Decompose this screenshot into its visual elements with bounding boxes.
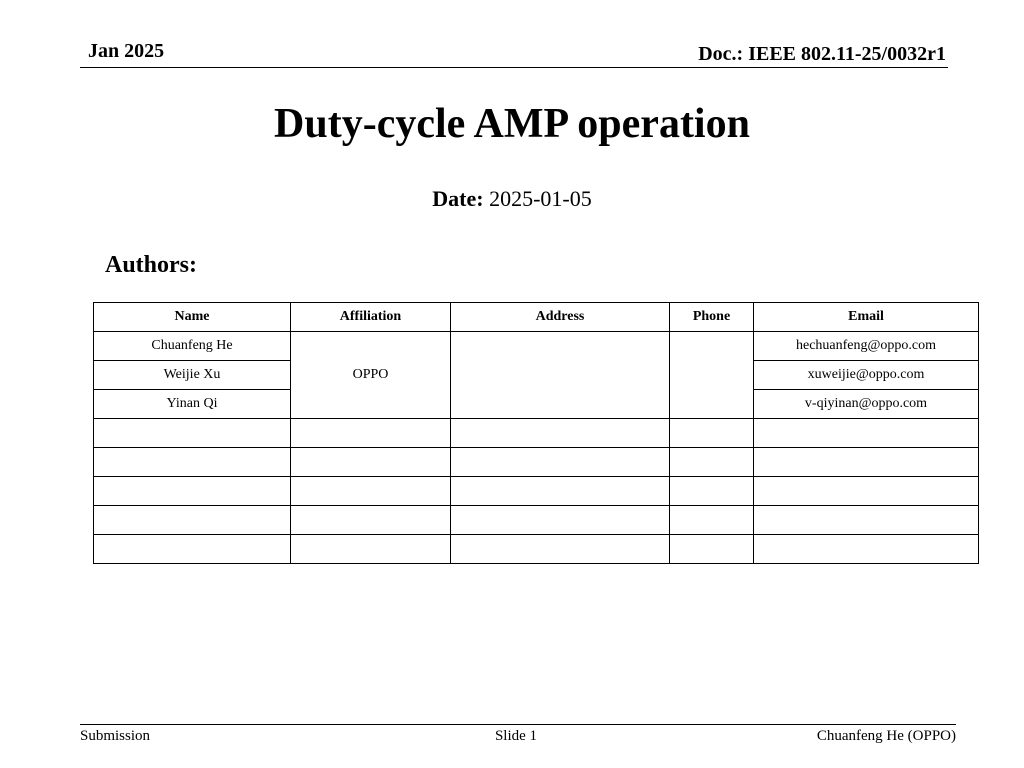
author-email: v-qiyinan@oppo.com [754,390,979,419]
empty-cell [451,477,670,506]
authors-table [93,302,979,564]
empty-cell [670,448,754,477]
empty-cell [291,448,451,477]
author-affiliation: OPPO [291,332,451,419]
author-email: xuweijie@oppo.com [754,361,979,390]
empty-cell [670,506,754,535]
date-value: 2025-01-05 [489,186,592,211]
empty-cell [94,477,291,506]
empty-table-row [94,535,979,564]
empty-table-row [94,419,979,448]
author-phone [670,332,754,419]
empty-cell [754,506,979,535]
column-header-phone: Phone [670,303,754,332]
date-label: Date: [432,186,484,211]
column-header-email: Email [754,303,979,332]
empty-cell [291,535,451,564]
empty-cell [754,535,979,564]
table-row [94,332,979,361]
footer-submission: Submission [80,728,151,744]
column-header-affiliation: Affiliation [291,303,451,332]
header-doc-number: Doc.: IEEE 802.11-25/0032r1 [698,43,946,65]
empty-cell [291,419,451,448]
column-header-address: Address [451,303,670,332]
slide-title: Duty-cycle AMP operation [274,101,750,147]
author-name: Chuanfeng He [94,332,291,361]
empty-cell [94,419,291,448]
author-email: hechuanfeng@oppo.com [754,332,979,361]
empty-cell [670,419,754,448]
empty-cell [754,419,979,448]
empty-table-row [94,477,979,506]
footer-divider [80,724,956,725]
column-header-name: Name [94,303,291,332]
author-name: Yinan Qi [94,390,291,419]
author-address [451,332,670,419]
empty-cell [670,477,754,506]
author-name: Weijie Xu [94,361,291,390]
footer-slide-number: Slide 1 [494,728,538,744]
date-line [0,186,1024,212]
authors-heading: Authors: [105,252,198,278]
empty-table-row [94,448,979,477]
footer-author: Chuanfeng He (OPPO) [816,728,956,744]
empty-cell [94,506,291,535]
header-divider [80,67,948,68]
empty-cell [291,506,451,535]
table-header-row [94,303,979,332]
empty-cell [754,448,979,477]
empty-cell [451,448,670,477]
empty-cell [291,477,451,506]
empty-table-row [94,506,979,535]
empty-cell [451,535,670,564]
empty-cell [754,477,979,506]
empty-cell [451,419,670,448]
empty-cell [451,506,670,535]
empty-cell [94,448,291,477]
empty-cell [94,535,291,564]
header-date: Jan 2025 [88,40,165,62]
empty-cell [670,535,754,564]
